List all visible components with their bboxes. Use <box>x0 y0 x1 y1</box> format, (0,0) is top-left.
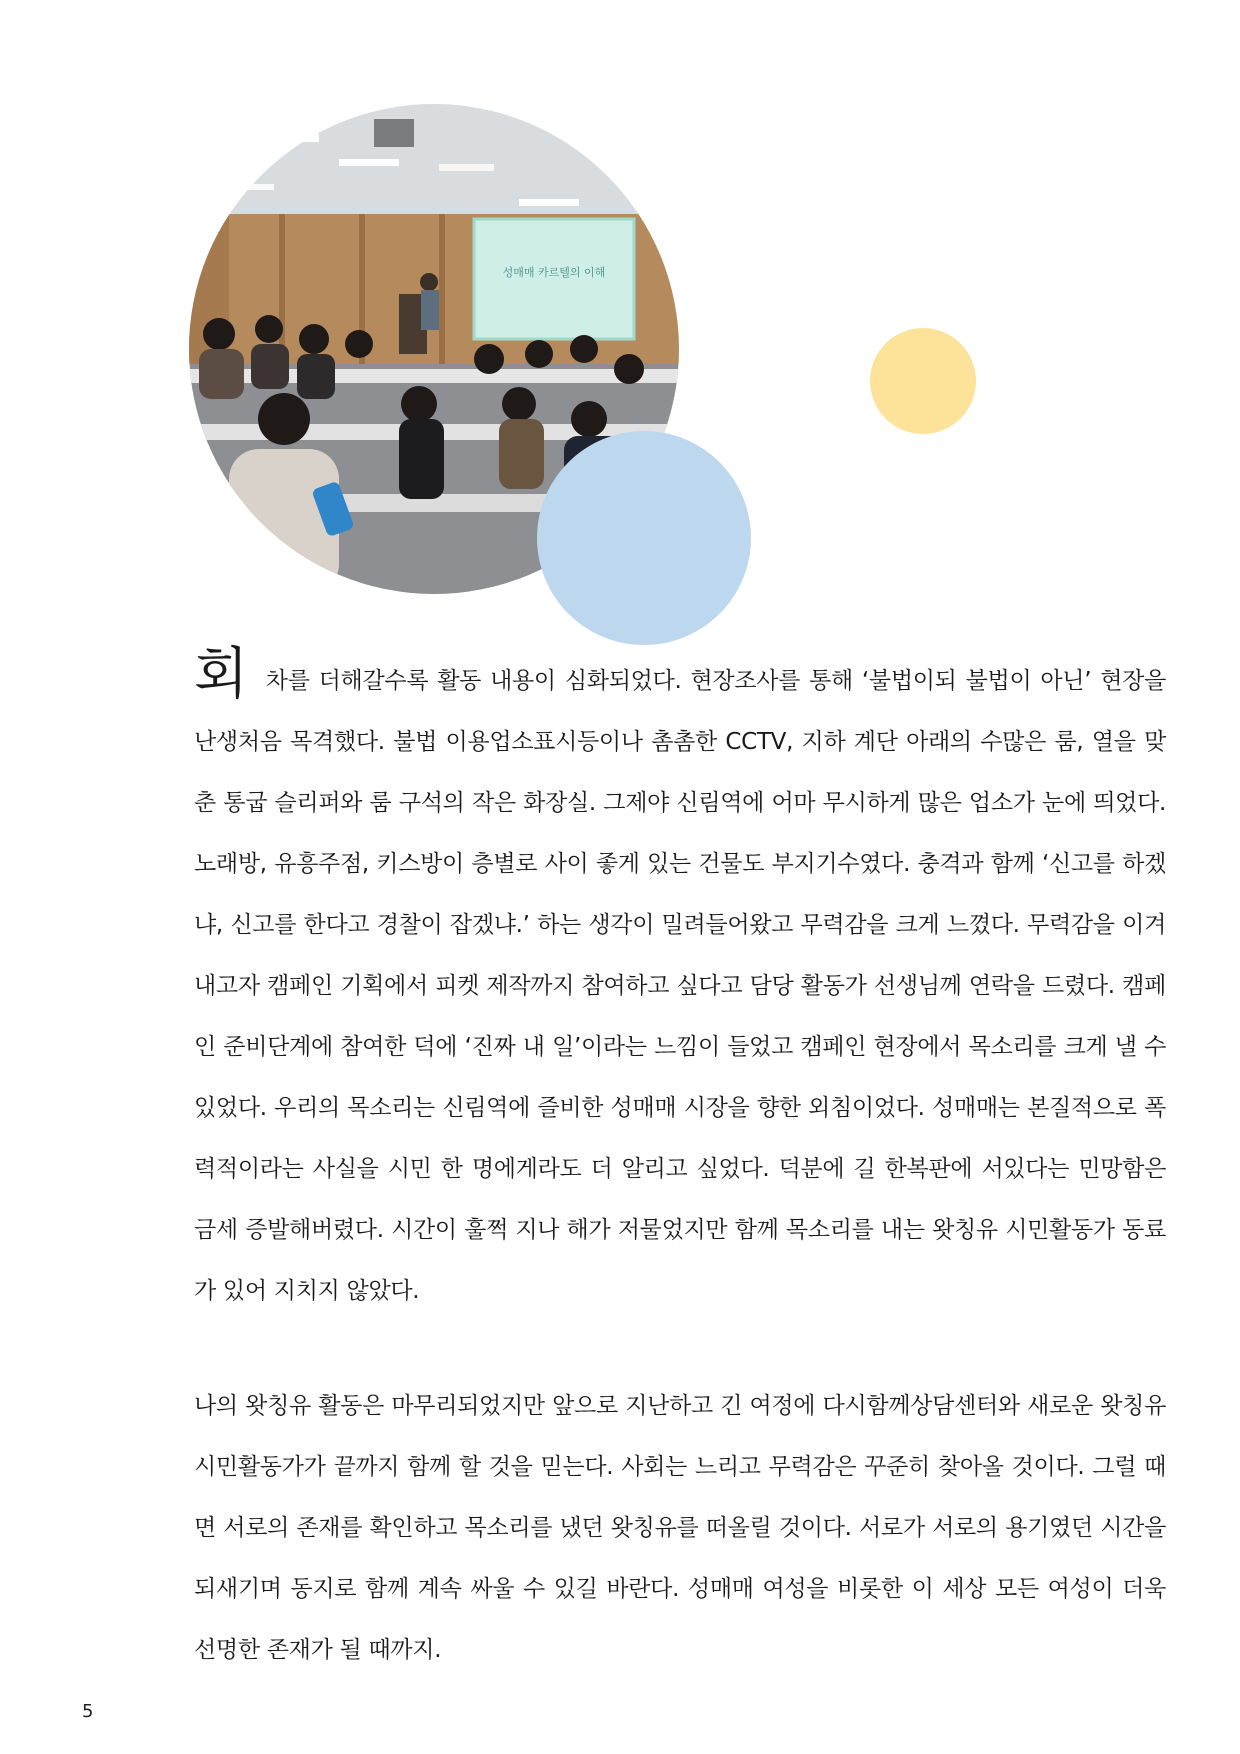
paragraph-1-text: 차를 더해갈수록 활동 내용이 심화되었다. 현장조사를 통해 ‘불법이되 불법이 아닌’ 현장을 난생처음 목격했다. 불법 이용업소표시등이나 촘촘한 CCTV, 지하 계단 아래의 수많은 룸, 열을 맞춘 통굽 슬리퍼와 룸 구석의 작은 화장실. 그제야 신림역에 어마 무시하게 많은 업소가 눈에 띄었다. 노래방, 유흥주점, 키스방이 층별로 사이 좋게 있는 건물도 부지기수였다. 충격과 함께 ‘신고를 하겠냐, 신고를 한다고 경찰이 잡겠냐.’ 하는 생각이 밀려들어왔고 무력감을 크게 느꼈다. 무력감을 이겨내고자 캠페인 기획에서 피켓 제작까지 참여하고 싶다고 담당 활동가 선생님께 연락을 드렸다. 캠페인 준비단계에 참여한 덕에 ‘진짜 내 일’이라는 느낌이 들었고 캠페인 현장에서 목소리를 크게 낼 수 있었다. 우리의 목소리는 신림역에 즐비한 성매매 시장을 향한 외침이었다. 성매매는 본질적으로 폭력적이라는 사실을 시민 한 명에게라도 더 알리고 싶었다. 덕분에 길 한복판에 서있다는 민망함은 금세 증발해버렸다. 시간이 훌쩍 지나 해가 저물었지만 함께 목소리를 내는 왓칭유 시민활동가 동료가 있어 지치지 않았다. <box>194 668 1166 1304</box>
drop-cap: 회 <box>194 642 248 707</box>
slide-title: 성매매 카르텔의 이해 <box>502 266 606 279</box>
page-number: 5 <box>82 1701 94 1722</box>
article-paragraph-2: 나의 왓칭유 활동은 마무리되었지만 앞으로 지난하고 긴 여정에 다시함께상담센터와 새로운 왓칭유 시민활동가가 끝까지 함께 할 것을 믿는다. 사회는 느리고 무력감은 꾸준히 찾아올 것이다. 그럴 때면 서로의 존재를 확인하고 목소리를 냈던 왓칭유를 떠올릴 것이다. 서로가 서로의 용기였던 시간을 되새기며 동지로 함께 계속 싸울 수 있길 바란다. 성매매 여성을 비롯한 이 세상 모든 여성이 더욱 선명한 존재가 될 때까지. <box>194 1393 1166 1663</box>
decorative-blue-circle <box>537 431 751 645</box>
decorative-yellow-circle <box>870 328 976 434</box>
article-paragraph-1 <box>194 642 1166 1322</box>
